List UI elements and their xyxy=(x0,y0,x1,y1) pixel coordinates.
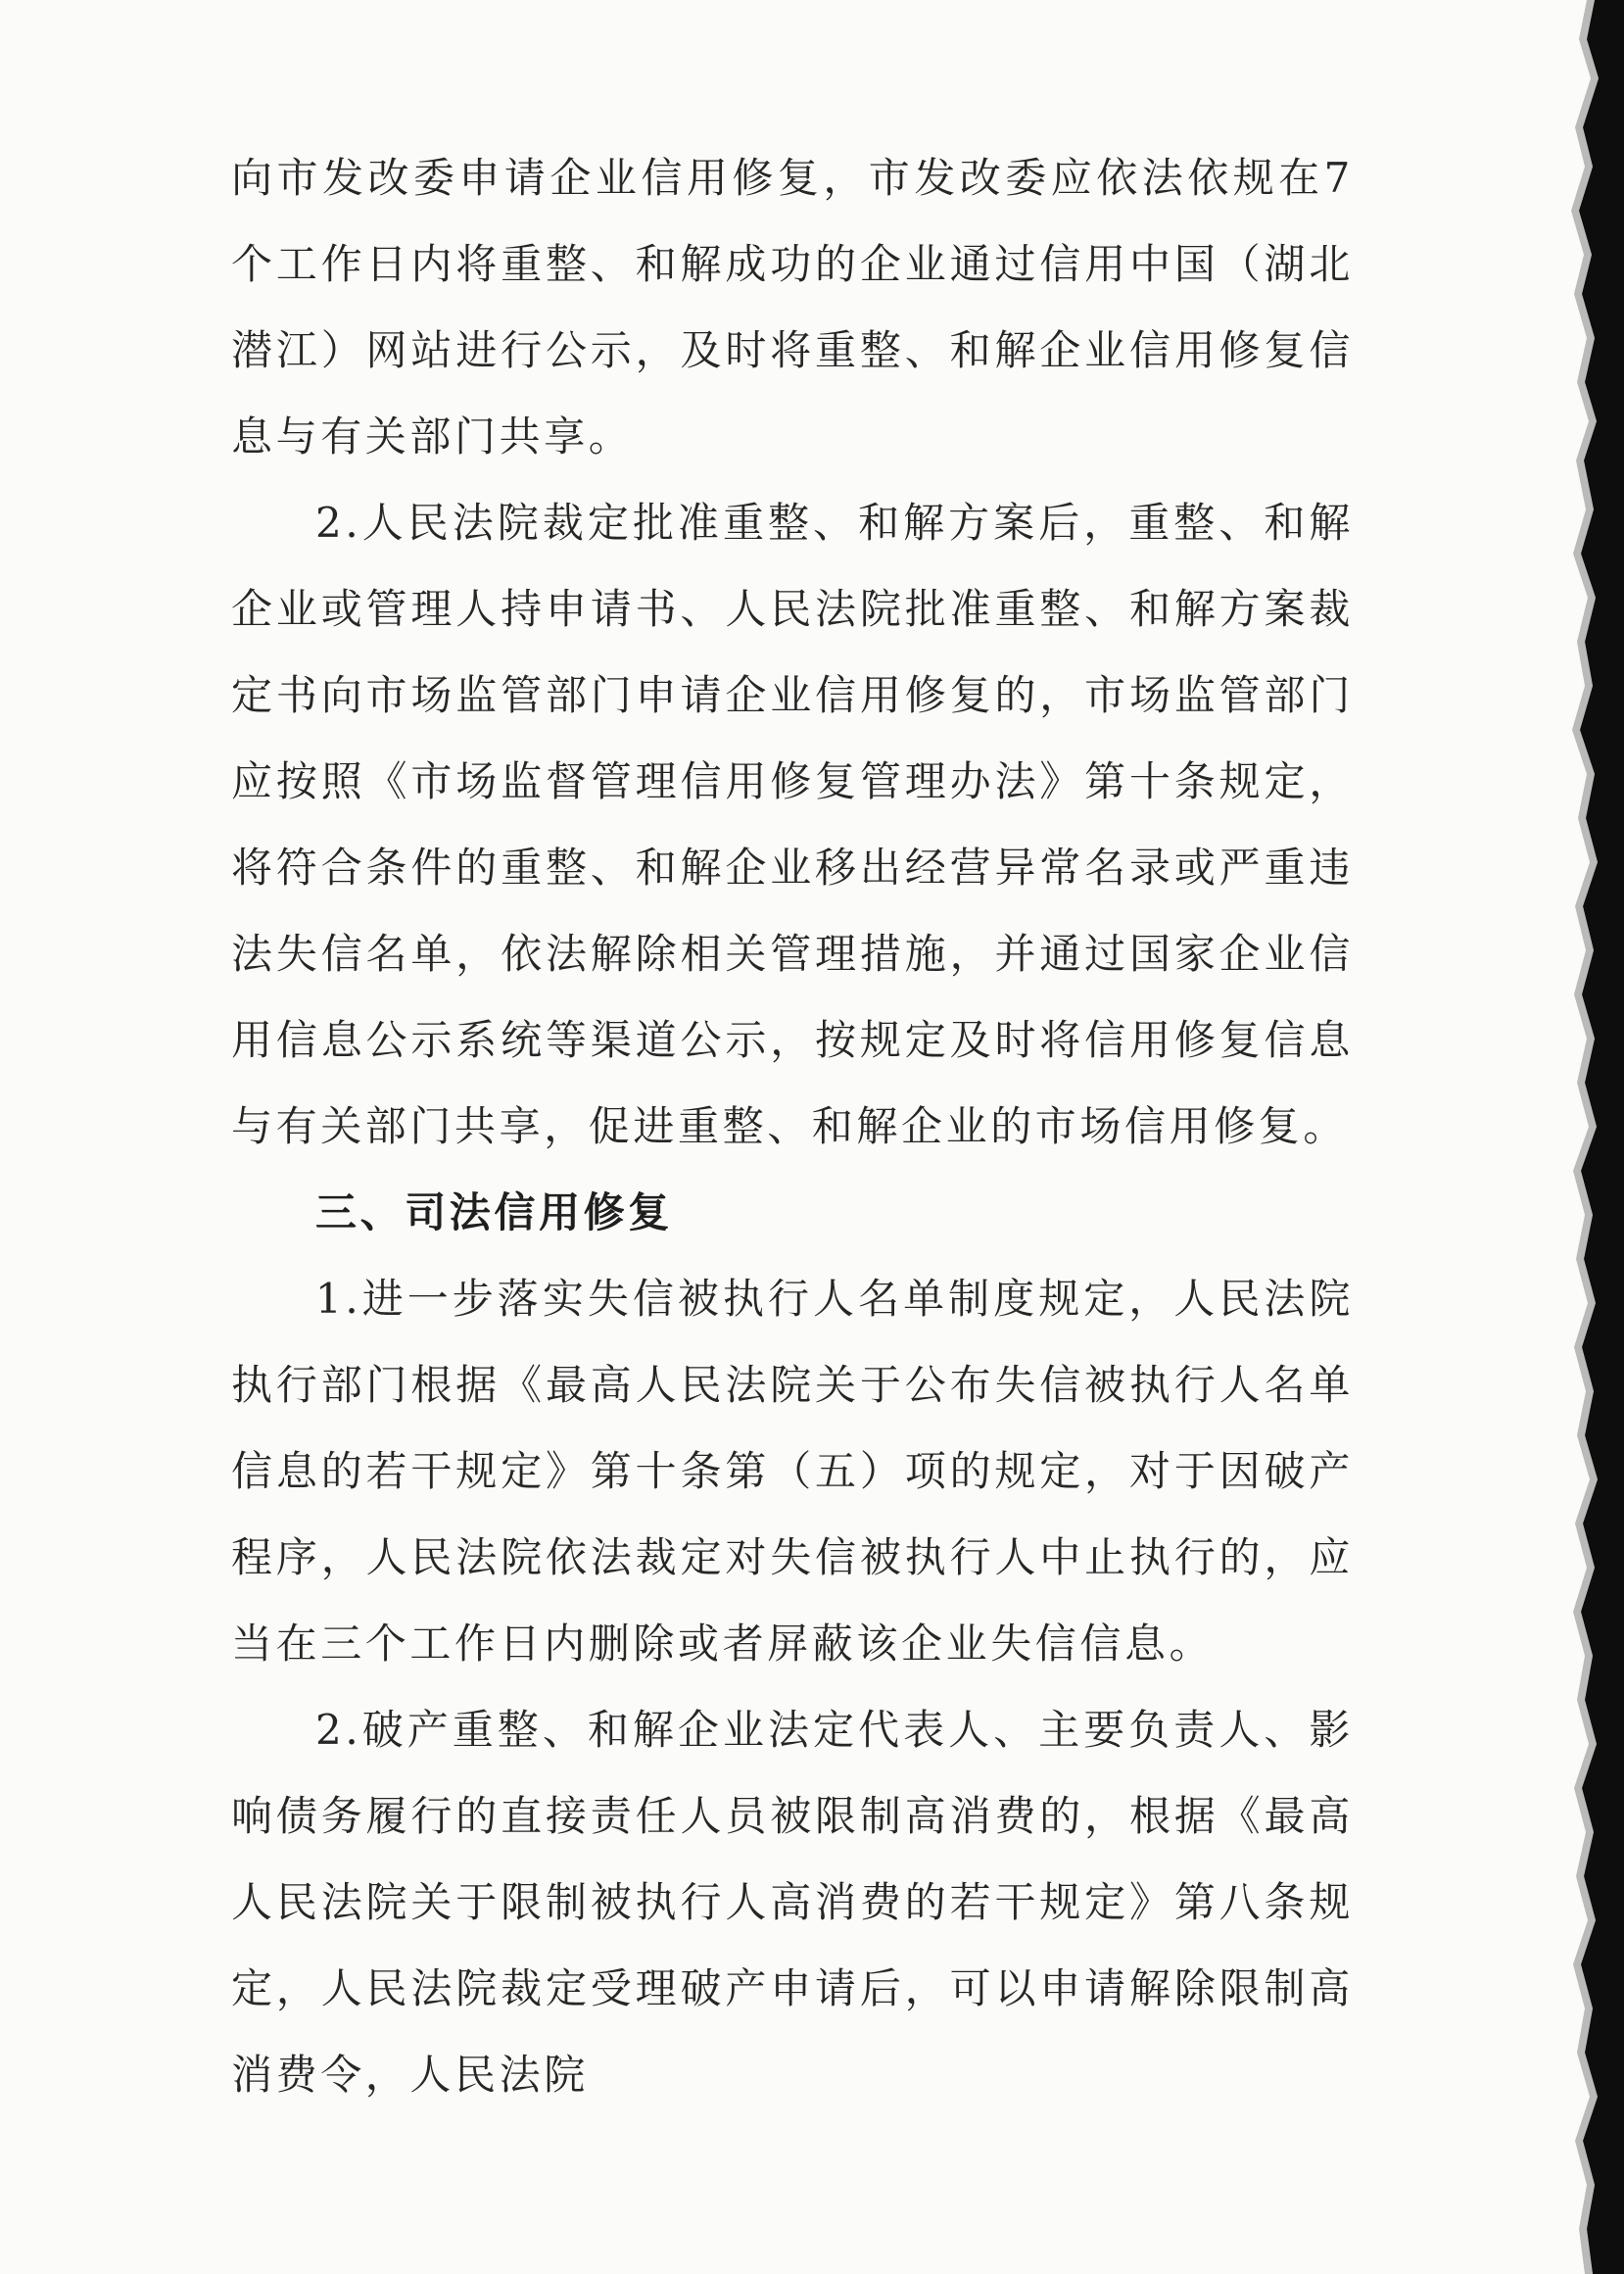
document-body xyxy=(231,135,1354,2118)
paragraph-item-2: 2.人民法院裁定批准重整、和解方案后，重整、和解企业或管理人持申请书、人民法院批准重整、和解方案裁定书向市场监管部门申请企业信用修复的，市场监管部门应按照《市场监督管理信用修复管理办法》第十条规定，将符合条件的重整、和解企业移出经营异常名录或严重违法失信名单，依法解除相关管理措施，并通过国家企业信用信息公示系统等渠道公示，按规定及时将信用修复信息与有关部门共享，促进重整、和解企业的市场信用修复。 xyxy=(231,499,1354,1150)
section-heading-judicial-credit-repair: 三、司法信用修复 xyxy=(315,1188,673,1236)
paragraph-judicial-item-1: 1.进一步落实失信被执行人名单制度规定，人民法院执行部门根据《最高人民法院关于公布失信被执行人名单信息的若干规定》第十条第（五）项的规定，对于因破产程序，人民法院依法裁定对失信被执行人中止执行的，应当在三个工作日内删除或者屏蔽该企业失信信息。 xyxy=(231,1275,1354,1668)
torn-edge-shape xyxy=(1536,0,1624,2274)
paragraph-continuation: 向市发改委申请企业信用修复，市发改委应依法依规在7个工作日内将重整、和解成功的企业通过信用中国（湖北潜江）网站进行公示，及时将重整、和解企业信用修复信息与有关部门共享。 xyxy=(231,154,1354,460)
torn-paper-edge xyxy=(1536,0,1624,2274)
paragraph-judicial-item-2: 2.破产重整、和解企业法定代表人、主要负责人、影响债务履行的直接责任人员被限制高消费的，根据《最高人民法院关于限制被执行人高消费的若干规定》第八条规定，人民法院裁定受理破产申请后，可以申请解除限制高消费令，人民法院 xyxy=(231,1706,1354,2099)
